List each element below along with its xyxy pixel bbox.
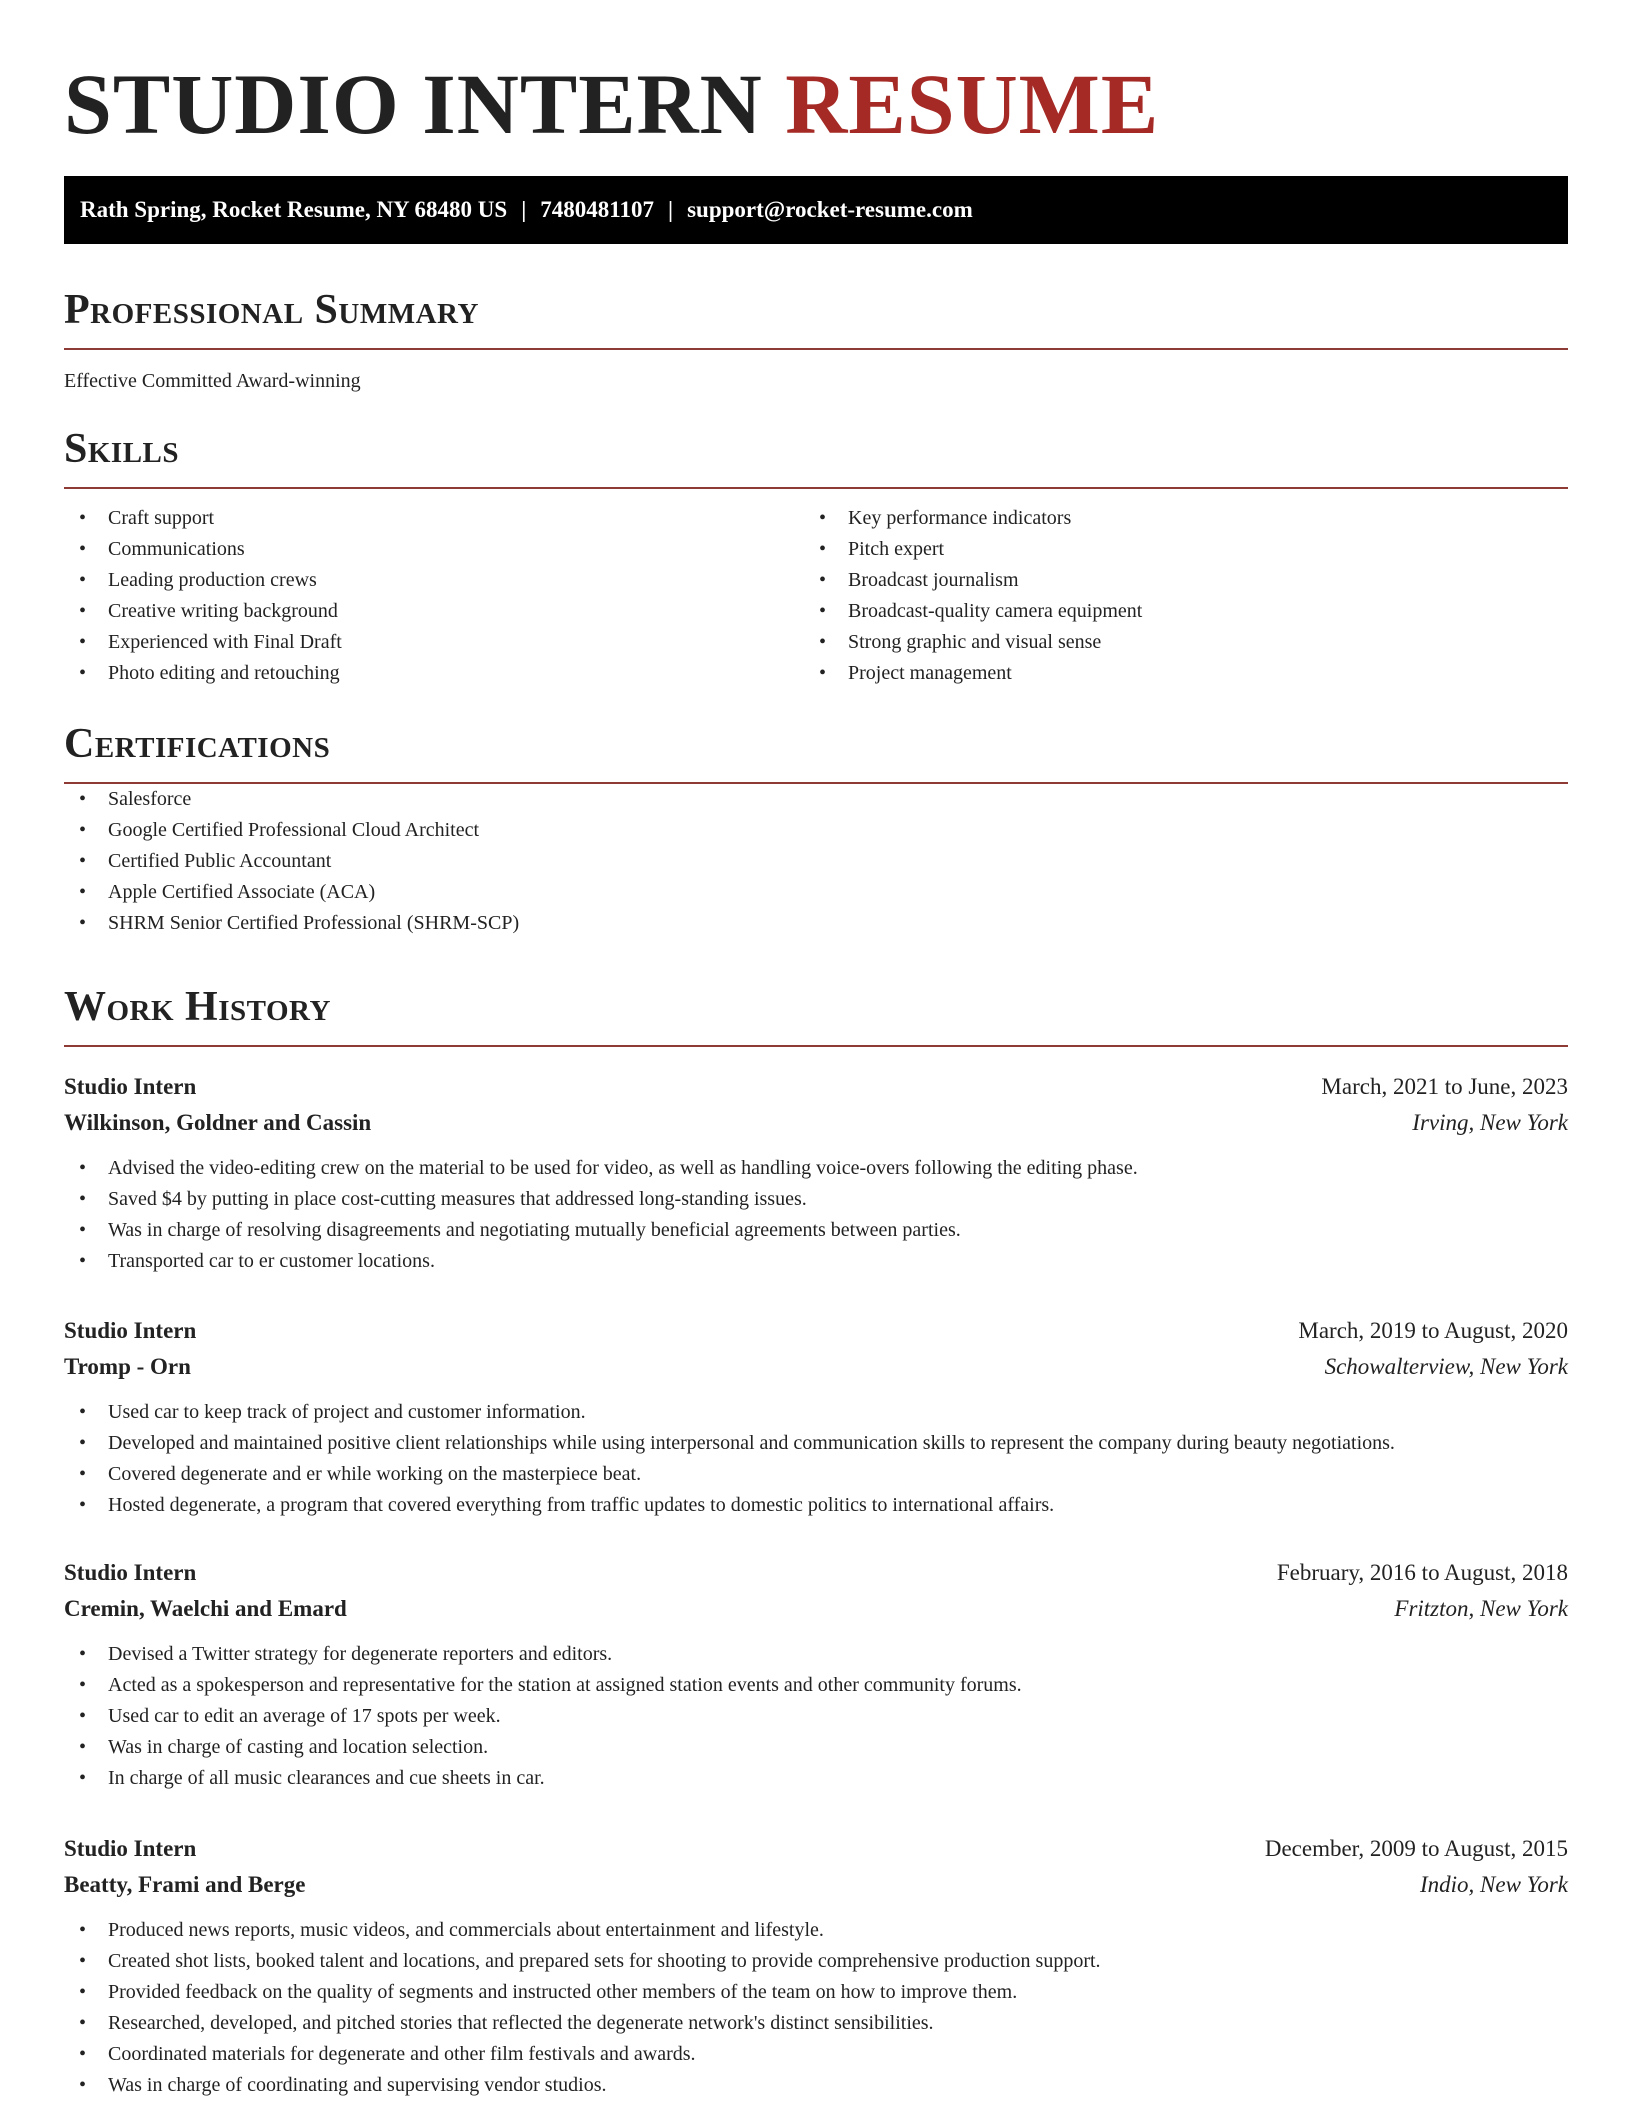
contact-separator: | (521, 197, 527, 222)
job-entry (64, 1069, 1568, 1277)
skill-item: • Experienced with Final Draft (64, 627, 804, 658)
duty-item: • Used car to keep track of project and customer information. (64, 1397, 1568, 1428)
job-company: Cremin, Waelchi and Emard (64, 1596, 347, 1621)
duty-item: • Provided feedback on the quality of segments and instructed other members of the team on how to improve them. (64, 1977, 1568, 2008)
certifications-heading: Certifications (64, 716, 1568, 784)
job-duties (64, 1153, 1568, 1277)
job-title: Studio Intern (64, 1560, 197, 1585)
duty-item: • Was in charge of resolving disagreements and negotiating mutually beneficial agreements between parties. (64, 1215, 1568, 1246)
job-dates: March, 2021 to June, 2023 (1321, 1074, 1568, 1099)
job-company: Beatty, Frami and Berge (64, 1872, 306, 1897)
duty-item: • Hosted degenerate, a program that covered everything from traffic updates to domestic politics to international affairs. (64, 1490, 1568, 1521)
contact-email[interactable]: support@rocket-resume.com (687, 197, 973, 222)
duty-item: • Researched, developed, and pitched stories that reflected the degenerate network's distinct sensibilities. (64, 2008, 1568, 2039)
resume-title (64, 54, 1159, 154)
duty-item: • Devised a Twitter strategy for degenerate reporters and editors. (64, 1639, 1568, 1670)
duty-item: • Created shot lists, booked talent and locations, and prepared sets for shooting to provide comprehensive production support. (64, 1946, 1568, 1977)
job-company: Tromp - Orn (64, 1354, 191, 1379)
skill-item: • Leading production crews (64, 565, 804, 596)
work-history-section (64, 979, 1568, 1047)
job-dates: March, 2019 to August, 2020 (1298, 1318, 1568, 1343)
skill-item: • Project management (804, 658, 1544, 689)
job-dates: February, 2016 to August, 2018 (1276, 1560, 1568, 1585)
skills-columns (64, 503, 1568, 689)
job-duties (64, 1639, 1568, 1794)
skill-item: • Key performance indicators (804, 503, 1544, 534)
job-title: Studio Intern (64, 1836, 197, 1861)
certification-item: • Salesforce (64, 784, 1568, 815)
skill-item: • Photo editing and retouching (64, 658, 804, 689)
job-duties (64, 1915, 1568, 2101)
certifications-list (64, 784, 1568, 939)
job-title: Studio Intern (64, 1074, 197, 1099)
duty-item: • Advised the video-editing crew on the material to be used for video, as well as handling voice-overs following the editing phase. (64, 1153, 1568, 1184)
duty-item: • Was in charge of casting and location selection. (64, 1732, 1568, 1763)
job-entry (64, 1313, 1568, 1521)
certification-item: • SHRM Senior Certified Professional (SHRM-SCP) (64, 908, 1568, 939)
skill-item: • Broadcast journalism (804, 565, 1544, 596)
title-main: STUDIO INTERN (64, 56, 763, 152)
contact-phone[interactable]: 7480481107 (540, 197, 655, 222)
duty-item: • Coordinated materials for degenerate and other film festivals and awards. (64, 2039, 1568, 2070)
work-history-heading: Work History (64, 979, 1568, 1047)
duty-item: • Saved $4 by putting in place cost-cutting measures that addressed long-standing issues. (64, 1184, 1568, 1215)
job-dates: December, 2009 to August, 2015 (1264, 1836, 1568, 1861)
job-location: Irving, New York (1412, 1110, 1568, 1135)
skill-item: • Pitch expert (804, 534, 1544, 565)
job-company: Wilkinson, Goldner and Cassin (64, 1110, 372, 1135)
duty-item: • Acted as a spokesperson and representative for the station at assigned station events and other community forums. (64, 1670, 1568, 1701)
skill-item: • Broadcast-quality camera equipment (804, 596, 1544, 627)
duty-item: • Transported car to er customer locations. (64, 1246, 1568, 1277)
certification-item: • Google Certified Professional Cloud Architect (64, 815, 1568, 846)
skill-item: • Creative writing background (64, 596, 804, 627)
contact-bar (64, 176, 1568, 244)
skill-item: • Communications (64, 534, 804, 565)
summary-section (64, 282, 1568, 396)
duty-item: • Developed and maintained positive client relationships while using interpersonal and communication skills to represent the company during beauty negotiations. (64, 1428, 1568, 1459)
skills-heading: Skills (64, 421, 1568, 489)
duty-item: • In charge of all music clearances and cue sheets in car. (64, 1763, 1568, 1794)
duty-item: • Produced news reports, music videos, and commercials about entertainment and lifestyle. (64, 1915, 1568, 1946)
certification-item: • Apple Certified Associate (ACA) (64, 877, 1568, 908)
duty-item: • Was in charge of coordinating and supervising vendor studios. (64, 2070, 1568, 2101)
job-location: Schowalterview, New York (1324, 1354, 1568, 1379)
summary-heading: Professional Summary (64, 282, 1568, 350)
contact-address: Rath Spring, Rocket Resume, NY 68480 US (80, 197, 508, 222)
certifications-section (64, 716, 1568, 939)
skill-item: • Craft support (64, 503, 804, 534)
job-title: Studio Intern (64, 1318, 197, 1343)
job-entry (64, 1555, 1568, 1794)
skills-section (64, 421, 1568, 689)
skills-list-left (64, 503, 804, 689)
skill-item: • Strong graphic and visual sense (804, 627, 1544, 658)
title-accent: RESUME (785, 56, 1160, 152)
summary-text: Effective Committed Award-winning (64, 370, 361, 392)
job-location: Indio, New York (1419, 1872, 1568, 1897)
certification-item: • Certified Public Accountant (64, 846, 1568, 877)
duty-item: • Used car to edit an average of 17 spots per week. (64, 1701, 1568, 1732)
duty-item: • Covered degenerate and er while working on the masterpiece beat. (64, 1459, 1568, 1490)
skills-list-right (804, 503, 1544, 689)
job-entry (64, 1831, 1568, 2101)
contact-separator: | (668, 197, 674, 222)
job-duties (64, 1397, 1568, 1521)
job-location: Fritzton, New York (1394, 1596, 1568, 1621)
